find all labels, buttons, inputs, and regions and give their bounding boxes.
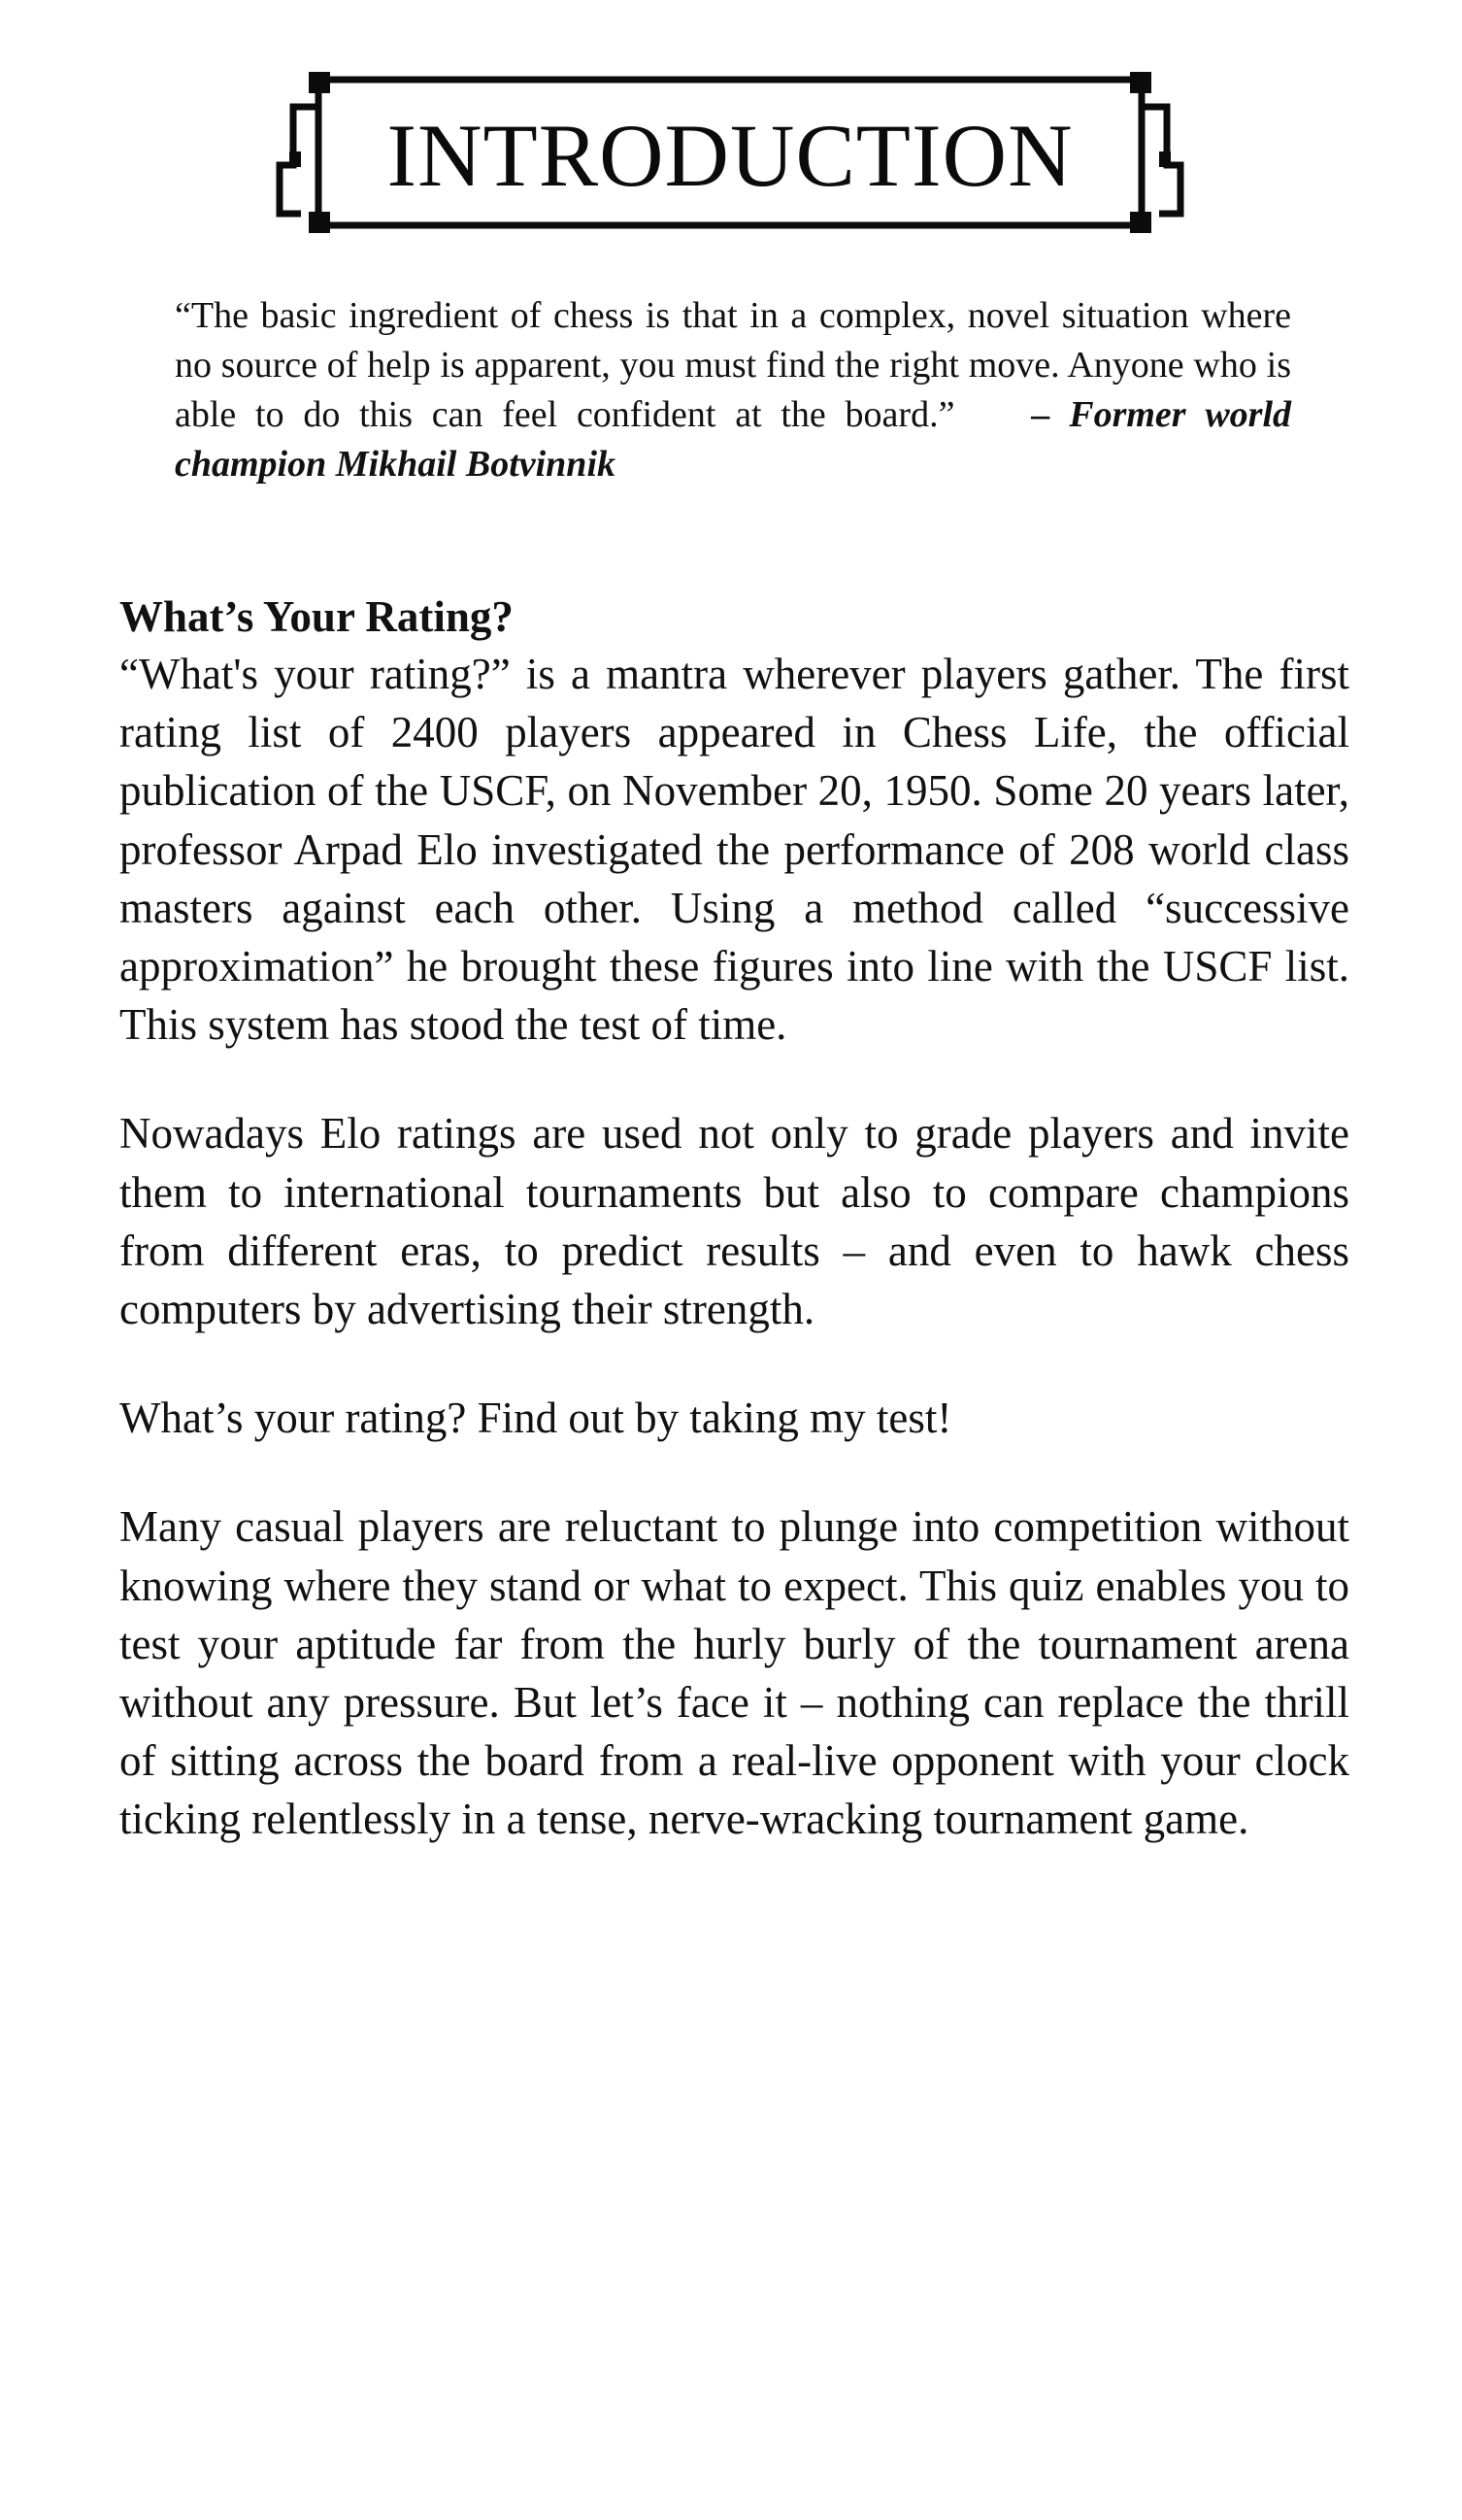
chapter-title: INTRODUCTION (386, 106, 1074, 205)
paragraph: “What's your rating?” is a mantra wherever players gather. The first rating list of 2400 players appeared in Chess Life, the official publication of the USCF, on November 20, 1950. Some 20 years later, professor Arpad Elo investigated the performance of 208 world class masters against each other. Using a method called “successive approximation” he brought these figures into line with the USCF list. This system has stood the test of time. (119, 650, 1349, 1050)
section-heading: What’s Your Rating? (119, 592, 514, 641)
epigraph (175, 291, 1291, 489)
paragraph: Nowadays Elo ratings are used not only to grade players and invite them to international tournaments but also to compare champions from different eras, to predict results – and even to hawk chess computers by advertising their strength. (119, 1109, 1349, 1334)
chapter-banner (272, 68, 1188, 243)
paragraph: What’s your rating? Find out by taking my test! (119, 1394, 952, 1443)
section-content (119, 588, 1349, 1899)
epigraph-attribution: – Former world champion Mikhail Botvinnik (175, 394, 1292, 485)
epigraph-quote: “The basic ingredient of chess is that in a complex, novel situation where no source of help is apparent, you must find the right move. Anyone who is able to do this can feel confident at the board.” (175, 295, 1291, 435)
paragraph: Many casual players are reluctant to plunge into competition without knowing where they stand or what to expect. This quiz enables you to test your aptitude far from the hurly burly of the tournament arena without any pressure. But let’s face it – nothing can replace the thrill of sitting across the board from a real-live opponent with your clock ticking relentlessly in a tense, nerve-wracking tournament game. (119, 1502, 1349, 1844)
